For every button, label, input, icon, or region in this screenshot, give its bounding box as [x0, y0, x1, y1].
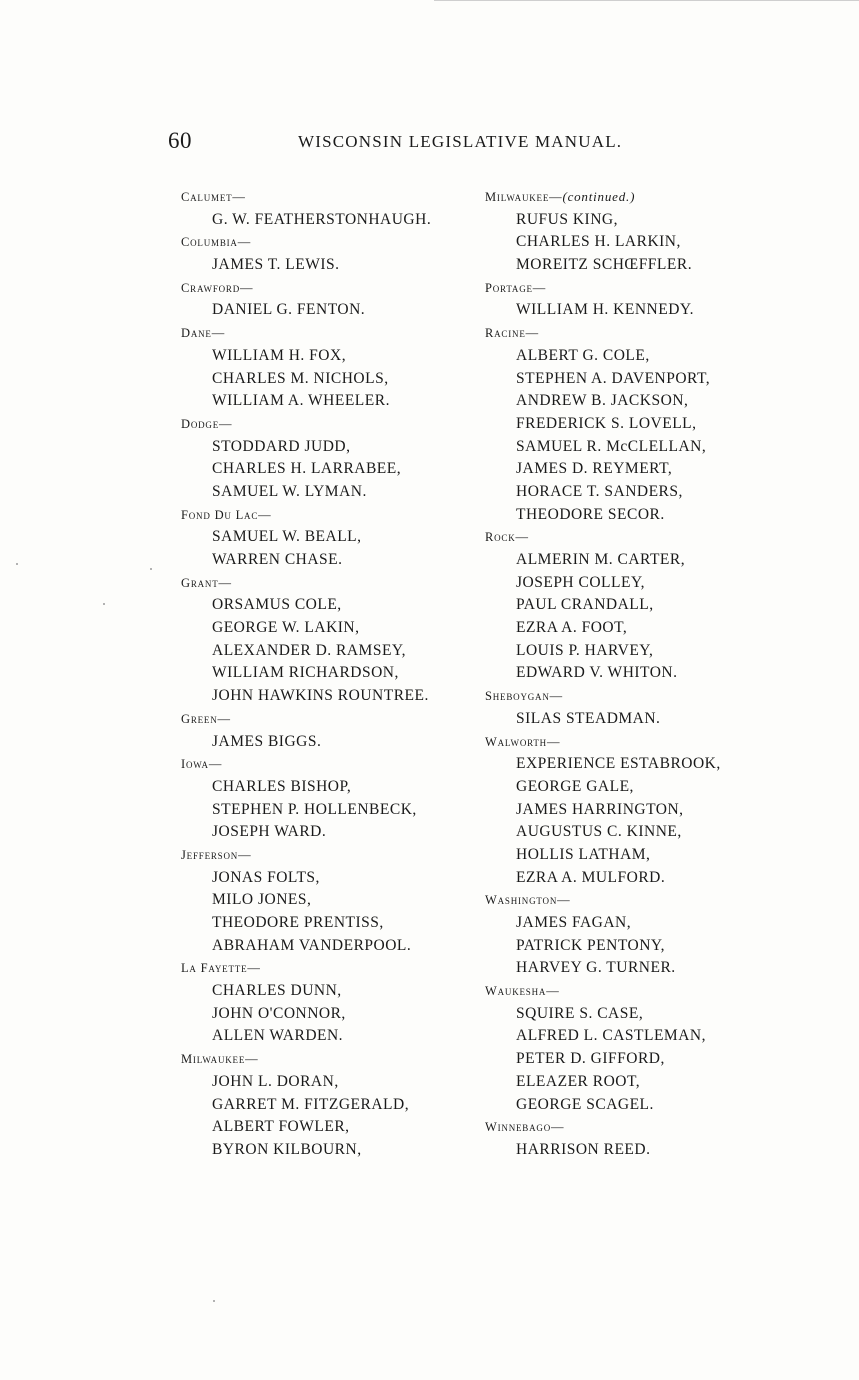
member-name: CHARLES H. LARKIN,	[516, 233, 681, 251]
member-name: EXPERIENCE ESTABROOK,	[516, 755, 721, 773]
member-name: CHARLES M. NICHOLS,	[212, 369, 389, 387]
member-name: JAMES D. REYMERT,	[516, 460, 673, 478]
member-name: JAMES T. LEWIS.	[212, 256, 340, 274]
member-name: HARVEY G. TURNER.	[516, 959, 676, 977]
member-name: FREDERICK S. LOVELL,	[516, 414, 697, 432]
county-name: Iowa—	[181, 757, 223, 772]
member-name: GARRET M. FITZGERALD,	[212, 1095, 410, 1113]
county-name: Calumet—	[181, 190, 246, 204]
member-name: ORSAMUS COLE,	[212, 596, 342, 614]
member-name: MILO JONES,	[212, 891, 312, 909]
paper-speck	[103, 603, 105, 605]
member-name: WILLIAM A. WHEELER.	[212, 392, 390, 410]
member-name: STODDARD JUDD,	[212, 437, 351, 455]
county-heading	[485, 277, 785, 300]
paper-speck	[213, 1300, 215, 1302]
member-name: JAMES BIGGS.	[212, 732, 322, 750]
county-heading	[485, 685, 785, 708]
continued-note: (continued.)	[562, 189, 636, 204]
member-name: HOLLIS LATHAM,	[516, 845, 651, 863]
member-name: GEORGE SCAGEL.	[516, 1095, 654, 1113]
member-name: HORACE T. SANDERS,	[516, 482, 683, 500]
member-name: JAMES FAGAN,	[516, 914, 632, 931]
page-header	[168, 128, 658, 158]
county-name: Green—	[181, 711, 231, 726]
member-name: CHARLES DUNN,	[212, 982, 342, 1000]
right-column	[485, 186, 785, 1162]
member-name: STEPHEN A. DAVENPORT,	[516, 369, 711, 387]
member-name: LOUIS P. HARVEY,	[516, 641, 654, 659]
member-name: ALFRED L. CASTLEMAN,	[516, 1027, 706, 1045]
county-heading	[181, 957, 481, 980]
member-name: SAMUEL W. BEALL,	[212, 528, 362, 546]
member-name: JONAS FOLTS,	[212, 868, 320, 886]
county-name: Washington—	[485, 893, 571, 908]
county-name: Milwaukee—	[181, 1052, 259, 1067]
county-name: Dodge—	[181, 416, 233, 431]
county-heading	[181, 231, 481, 254]
member-name: PATRICK PENTONY,	[516, 936, 665, 954]
county-heading	[181, 186, 481, 209]
county-heading	[485, 889, 785, 912]
member-name: JOHN HAWKINS ROUNTREE.	[212, 687, 429, 705]
county-name: Waukesha—	[485, 984, 560, 999]
county-heading	[485, 526, 785, 549]
member-name: SAMUEL R. McCLELLAN,	[516, 437, 707, 455]
member-name: JOSEPH WARD.	[212, 823, 327, 841]
member-name: ALLEN WARDEN.	[212, 1027, 344, 1045]
county-name: Portage—	[485, 280, 547, 295]
member-name: STEPHEN P. HOLLENBECK,	[212, 800, 417, 818]
member-name: ABRAHAM VANDERPOOL.	[212, 936, 412, 954]
member-name: SAMUEL W. LYMAN.	[212, 482, 367, 500]
member-name: JAMES HARRINGTON,	[516, 800, 684, 818]
member-name: ANDREW B. JACKSON,	[516, 392, 689, 410]
county-heading	[485, 186, 785, 209]
county-name: La Fayette—	[181, 961, 261, 976]
member-name: EDWARD V. WHITON.	[516, 664, 678, 682]
member-name: ALMERIN M. CARTER,	[516, 551, 686, 568]
member-name: DANIEL G. FENTON.	[212, 301, 366, 319]
county-heading	[485, 1116, 785, 1139]
county-heading	[181, 753, 481, 776]
member-name: RUFUS KING,	[516, 210, 618, 228]
member-name: BYRON KILBOURN,	[212, 1140, 362, 1158]
county-heading	[485, 731, 785, 754]
county-name: Grant—	[181, 575, 232, 590]
county-name: Dane—	[181, 326, 226, 341]
member-name: HARRISON REED.	[516, 1140, 651, 1158]
county-name: Crawford—	[181, 280, 254, 295]
member-name: JOHN O'CONNOR,	[212, 1004, 346, 1022]
member-name: ALBERT G. COLE,	[516, 346, 650, 364]
member-name: CHARLES BISHOP,	[212, 777, 352, 795]
member-name: JOSEPH COLLEY,	[516, 573, 646, 591]
member-name: AUGUSTUS C. KINNE,	[516, 823, 682, 841]
member-name: THEODORE PRENTISS,	[212, 914, 384, 931]
county-heading	[181, 322, 481, 345]
county-heading	[181, 413, 481, 436]
member-name: WILLIAM RICHARDSON,	[212, 664, 399, 682]
county-name: Walworth—	[485, 734, 561, 749]
county-heading	[181, 572, 481, 595]
paper-speck	[16, 563, 18, 565]
member-name: SILAS STEADMAN.	[516, 709, 661, 727]
county-heading	[181, 844, 481, 867]
county-name: Milwaukee—	[485, 190, 563, 204]
county-heading	[181, 1048, 481, 1071]
member-name: JOHN L. DORAN,	[212, 1072, 339, 1090]
paper-speck	[150, 568, 152, 570]
county-name: Racine—	[485, 326, 539, 341]
member-name: THEODORE SECOR.	[516, 505, 665, 523]
member-name: EZRA A. MULFORD.	[516, 868, 666, 886]
county-heading	[181, 504, 481, 527]
member-name: MOREITZ SCHŒFFLER.	[516, 256, 693, 274]
county-name: Sheboygan—	[485, 689, 563, 704]
member-name: WARREN CHASE.	[212, 551, 343, 568]
member-name: CHARLES H. LARRABEE,	[212, 460, 402, 478]
county-heading	[485, 980, 785, 1003]
county-name: Jefferson—	[181, 847, 252, 862]
member-name: PETER D. GIFFORD,	[516, 1050, 665, 1068]
county-heading	[181, 277, 481, 300]
member-name: SQUIRE S. CASE,	[516, 1004, 644, 1022]
county-name: Winnebago—	[485, 1120, 565, 1135]
county-name: Fond Du Lac—	[181, 507, 272, 522]
member-name: ELEAZER ROOT,	[516, 1072, 641, 1090]
member-name: PAUL CRANDALL,	[516, 596, 654, 614]
member-name: GEORGE GALE,	[516, 777, 634, 795]
member-name: ALBERT FOWLER,	[212, 1118, 350, 1136]
left-column	[181, 186, 481, 1162]
member-name: WILLIAM H. FOX,	[212, 346, 347, 364]
running-title: WISCONSIN LEGISLATIVE MANUAL.	[298, 132, 623, 151]
county-name: Columbia—	[181, 235, 252, 250]
county-heading	[181, 708, 481, 731]
member-name: EZRA A. FOOT,	[516, 619, 628, 637]
member-name: WILLIAM H. KENNEDY.	[516, 301, 694, 319]
page-edge-line	[434, 0, 859, 1]
member-name: ALEXANDER D. RAMSEY,	[212, 641, 407, 659]
county-heading	[485, 322, 785, 345]
member-name: GEORGE W. LAKIN,	[212, 619, 360, 637]
county-name: Rock—	[485, 530, 529, 545]
page-number: 60	[168, 128, 192, 153]
member-name: G. W. FEATHERSTONHAUGH.	[212, 210, 432, 228]
